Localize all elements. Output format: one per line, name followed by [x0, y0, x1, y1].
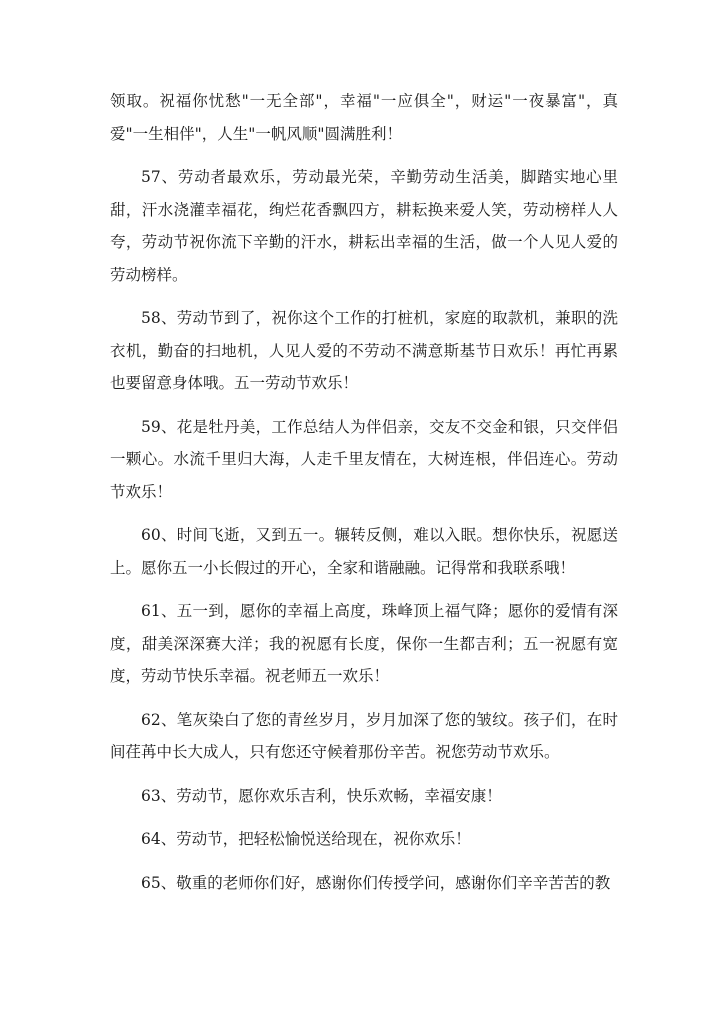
paragraph: 59、花是牡丹美，工作总结人为伴侣亲，交友不交金和银，只交伴侣一颗心。水流千里归大海，人走千里友情在，大树连根，伴侣连心。劳动节欢乐！ — [110, 417, 618, 501]
paragraph: 62、笔灰染白了您的青丝岁月，岁月加深了您的皱纹。孩子们，在时间荏苒中长大成人，只有您还守候着那份辛苦。祝您劳动节欢乐。 — [110, 710, 618, 761]
paragraph: 63、劳动节，愿你欢乐吉利，快乐欢畅，幸福安康！ — [141, 786, 502, 805]
paragraph: 65、敬重的老师你们好，感谢你们传授学问，感谢你们辛辛苦苦的教 — [141, 873, 611, 892]
paragraph: 60、时间飞逝，又到五一。辗转反侧，难以入眠。想你快乐，祝愿送上。愿你五一小长假过的开心，全家和谐融融。记得常和我联系哦！ — [110, 526, 618, 577]
paragraph: 领取。祝福你忧愁"一无全部"，幸福"一应俱全"，财运"一夜暴富"，真爱"一生相伴"，人生"一帆风顺"圆满胜利！ — [110, 92, 618, 143]
document-body — [110, 85, 618, 910]
paragraph: 58、劳动节到了，祝你这个工作的打桩机，家庭的取款机，兼职的洗衣机，勤奋的扫地机，人见人爱的不劳动不满意斯基节日欢乐！再忙再累也要留意身体哦。五一劳动节欢乐！ — [110, 309, 618, 392]
paragraph: 61、五一到，愿你的幸福上高度，珠峰顶上福气降；愿你的爱情有深度，甜美深深赛大洋；我的祝愿有长度，保你一生都吉利；五一祝愿有宽度，劳动节快乐幸福。祝老师五一欢乐！ — [110, 602, 618, 685]
paragraph: 57、劳动者最欢乐，劳动最光荣，辛勤劳动生活美，脚踏实地心里甜，汗水浇灌幸福花，绚烂花香飘四方，耕耘换来爱人笑，劳动榜样人人夸，劳动节祝你流下辛勤的汗水，耕耘出幸福的生活，做一个人见人爱的劳动榜样。 — [110, 168, 618, 284]
paragraph: 64、劳动节，把轻松愉悦送给现在，祝你欢乐！ — [141, 830, 471, 848]
